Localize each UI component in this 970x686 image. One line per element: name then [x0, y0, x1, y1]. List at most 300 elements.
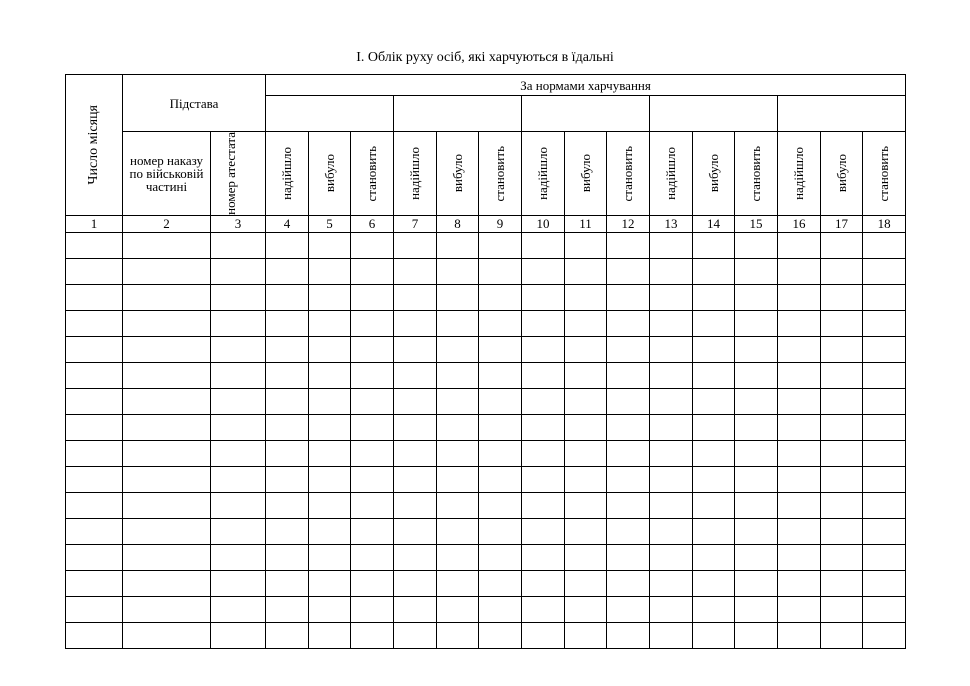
entry-cell[interactable]	[778, 284, 821, 310]
entry-cell[interactable]	[693, 544, 735, 570]
entry-cell[interactable]	[693, 414, 735, 440]
entry-cell[interactable]	[437, 466, 479, 492]
entry-cell[interactable]	[693, 336, 735, 362]
entry-cell[interactable]	[735, 414, 778, 440]
entry-cell[interactable]	[650, 466, 693, 492]
entry-cell[interactable]	[607, 414, 650, 440]
entry-cell[interactable]	[565, 544, 607, 570]
entry-cell[interactable]	[437, 622, 479, 648]
entry-cell[interactable]	[522, 284, 565, 310]
entry-cell[interactable]	[123, 414, 211, 440]
entry-cell[interactable]	[821, 336, 863, 362]
entry-cell[interactable]	[309, 362, 351, 388]
column-number-5: 5	[309, 215, 351, 232]
entry-cell[interactable]	[266, 362, 309, 388]
entry-cell[interactable]	[607, 310, 650, 336]
table-row	[66, 388, 906, 414]
entry-cell[interactable]	[123, 388, 211, 414]
entry-cell[interactable]	[437, 414, 479, 440]
entry-cell[interactable]	[693, 570, 735, 596]
entry-cell[interactable]	[607, 388, 650, 414]
entry-cell[interactable]	[565, 492, 607, 518]
entry-cell[interactable]	[309, 388, 351, 414]
entry-cell[interactable]	[309, 336, 351, 362]
entry-cell[interactable]	[650, 362, 693, 388]
entry-cell[interactable]	[522, 492, 565, 518]
entry-cell[interactable]	[394, 544, 437, 570]
entry-cell[interactable]	[821, 570, 863, 596]
entry-cell[interactable]	[309, 258, 351, 284]
entry-cell[interactable]	[863, 570, 906, 596]
entry-cell[interactable]	[266, 518, 309, 544]
entry-cell[interactable]	[479, 232, 522, 258]
entry-cell[interactable]	[211, 310, 266, 336]
entry-cell[interactable]	[693, 492, 735, 518]
entry-cell[interactable]	[123, 518, 211, 544]
entry-cell[interactable]	[66, 258, 123, 284]
entry-cell[interactable]	[123, 310, 211, 336]
entry-cell[interactable]	[66, 388, 123, 414]
entry-cell[interactable]	[522, 570, 565, 596]
entry-cell[interactable]	[266, 336, 309, 362]
entry-cell[interactable]	[66, 544, 123, 570]
column-number-3: 3	[211, 215, 266, 232]
entry-cell[interactable]	[863, 284, 906, 310]
entry-cell[interactable]	[394, 232, 437, 258]
entry-cell[interactable]	[863, 466, 906, 492]
entry-cell[interactable]	[211, 258, 266, 284]
entry-cell[interactable]	[66, 232, 123, 258]
entry-cell[interactable]	[123, 492, 211, 518]
entry-cell[interactable]	[565, 362, 607, 388]
entry-cell[interactable]	[123, 336, 211, 362]
entry-cell[interactable]	[693, 258, 735, 284]
entry-cell[interactable]	[607, 362, 650, 388]
entry-cell[interactable]	[266, 310, 309, 336]
entry-cell[interactable]	[522, 310, 565, 336]
entry-cell[interactable]	[66, 310, 123, 336]
entry-cell[interactable]	[351, 362, 394, 388]
entry-cell[interactable]	[211, 596, 266, 622]
entry-cell[interactable]	[66, 596, 123, 622]
entry-cell[interactable]	[821, 284, 863, 310]
entry-cell[interactable]	[123, 362, 211, 388]
entry-cell[interactable]	[735, 258, 778, 284]
entry-cell[interactable]	[778, 388, 821, 414]
entry-cell[interactable]	[351, 570, 394, 596]
entry-cell[interactable]	[650, 258, 693, 284]
entry-cell[interactable]	[211, 336, 266, 362]
entry-cell[interactable]	[479, 310, 522, 336]
entry-cell[interactable]	[778, 362, 821, 388]
entry-cell[interactable]	[211, 492, 266, 518]
entry-cell[interactable]	[778, 232, 821, 258]
entry-cell[interactable]	[211, 284, 266, 310]
entry-cell[interactable]	[650, 440, 693, 466]
entry-cell[interactable]	[351, 466, 394, 492]
entry-cell[interactable]	[735, 310, 778, 336]
entry-cell[interactable]	[522, 622, 565, 648]
entry-cell[interactable]	[123, 544, 211, 570]
entry-cell[interactable]	[522, 596, 565, 622]
entry-cell[interactable]	[123, 466, 211, 492]
entry-cell[interactable]	[821, 310, 863, 336]
entry-cell[interactable]	[522, 388, 565, 414]
entry-cell[interactable]	[522, 336, 565, 362]
entry-cell[interactable]	[522, 440, 565, 466]
entry-cell[interactable]	[565, 596, 607, 622]
entry-cell[interactable]	[479, 466, 522, 492]
entry-cell[interactable]	[437, 388, 479, 414]
entry-cell[interactable]	[266, 232, 309, 258]
entry-cell[interactable]	[211, 232, 266, 258]
entry-cell[interactable]	[437, 362, 479, 388]
entry-cell[interactable]	[66, 284, 123, 310]
column-number-11: 11	[565, 215, 607, 232]
entry-cell[interactable]	[693, 232, 735, 258]
entry-cell[interactable]	[394, 596, 437, 622]
entry-cell[interactable]	[693, 440, 735, 466]
entry-cell[interactable]	[351, 492, 394, 518]
entry-cell[interactable]	[650, 414, 693, 440]
entry-cell[interactable]	[778, 310, 821, 336]
entry-cell[interactable]	[607, 518, 650, 544]
entry-cell[interactable]	[479, 492, 522, 518]
entry-cell[interactable]	[351, 284, 394, 310]
entry-cell[interactable]	[863, 388, 906, 414]
entry-cell[interactable]	[863, 336, 906, 362]
entry-cell[interactable]	[821, 544, 863, 570]
entry-cell[interactable]	[607, 258, 650, 284]
entry-cell[interactable]	[394, 492, 437, 518]
entry-cell[interactable]	[565, 570, 607, 596]
entry-cell[interactable]	[309, 284, 351, 310]
entry-cell[interactable]	[394, 284, 437, 310]
entry-cell[interactable]	[394, 622, 437, 648]
entry-cell[interactable]	[693, 622, 735, 648]
entry-cell[interactable]	[735, 362, 778, 388]
entry-cell[interactable]	[863, 258, 906, 284]
entry-cell[interactable]	[565, 466, 607, 492]
entry-cell[interactable]	[479, 570, 522, 596]
entry-cell[interactable]	[693, 284, 735, 310]
entry-cell[interactable]	[607, 622, 650, 648]
entry-cell[interactable]	[693, 518, 735, 544]
entry-cell[interactable]	[351, 622, 394, 648]
entry-cell[interactable]	[735, 232, 778, 258]
entry-cell[interactable]	[522, 544, 565, 570]
entry-cell[interactable]	[479, 336, 522, 362]
entry-cell[interactable]	[394, 362, 437, 388]
entry-cell[interactable]	[437, 258, 479, 284]
entry-cell[interactable]	[778, 570, 821, 596]
entry-cell[interactable]	[66, 336, 123, 362]
entry-cell[interactable]	[437, 336, 479, 362]
entry-cell[interactable]	[394, 466, 437, 492]
entry-cell[interactable]	[821, 414, 863, 440]
entry-cell[interactable]	[565, 284, 607, 310]
entry-cell[interactable]	[394, 336, 437, 362]
entry-cell[interactable]	[123, 622, 211, 648]
entry-cell[interactable]	[565, 258, 607, 284]
entry-cell[interactable]	[522, 362, 565, 388]
entry-cell[interactable]	[565, 622, 607, 648]
entry-cell[interactable]	[479, 622, 522, 648]
entry-cell[interactable]	[565, 232, 607, 258]
entry-cell[interactable]	[863, 622, 906, 648]
entry-cell[interactable]	[437, 440, 479, 466]
entry-cell[interactable]	[693, 310, 735, 336]
entry-cell[interactable]	[650, 596, 693, 622]
entry-cell[interactable]	[437, 518, 479, 544]
entry-cell[interactable]	[735, 388, 778, 414]
entry-cell[interactable]	[266, 284, 309, 310]
entry-cell[interactable]	[211, 362, 266, 388]
entry-cell[interactable]	[266, 544, 309, 570]
entry-cell[interactable]	[650, 622, 693, 648]
entry-cell[interactable]	[821, 258, 863, 284]
entry-cell[interactable]	[522, 518, 565, 544]
header-departed-group-5: вибуло	[821, 132, 863, 216]
entry-cell[interactable]	[821, 492, 863, 518]
entry-cell[interactable]	[863, 440, 906, 466]
entry-cell[interactable]	[266, 258, 309, 284]
entry-cell[interactable]	[351, 414, 394, 440]
entry-cell[interactable]	[650, 310, 693, 336]
entry-cell[interactable]	[735, 622, 778, 648]
entry-cell[interactable]	[309, 232, 351, 258]
entry-cell[interactable]	[123, 440, 211, 466]
entry-cell[interactable]	[394, 258, 437, 284]
entry-cell[interactable]	[309, 518, 351, 544]
entry-cell[interactable]	[309, 414, 351, 440]
entry-cell[interactable]	[123, 232, 211, 258]
entry-cell[interactable]	[66, 440, 123, 466]
entry-cell[interactable]	[607, 466, 650, 492]
entry-cell[interactable]	[778, 466, 821, 492]
entry-cell[interactable]	[309, 492, 351, 518]
entry-cell[interactable]	[437, 544, 479, 570]
entry-cell[interactable]	[607, 596, 650, 622]
entry-cell[interactable]	[479, 362, 522, 388]
entry-cell[interactable]	[693, 596, 735, 622]
entry-cell[interactable]	[351, 544, 394, 570]
entry-cell[interactable]	[309, 622, 351, 648]
entry-cell[interactable]	[479, 544, 522, 570]
entry-cell[interactable]	[211, 622, 266, 648]
entry-cell[interactable]	[778, 622, 821, 648]
entry-cell[interactable]	[66, 492, 123, 518]
entry-cell[interactable]	[266, 440, 309, 466]
entry-cell[interactable]	[607, 336, 650, 362]
entry-cell[interactable]	[266, 596, 309, 622]
entry-cell[interactable]	[778, 258, 821, 284]
entry-cell[interactable]	[863, 414, 906, 440]
entry-cell[interactable]	[821, 232, 863, 258]
entry-cell[interactable]	[266, 622, 309, 648]
entry-cell[interactable]	[211, 414, 266, 440]
norm-group-4	[650, 96, 778, 132]
entry-cell[interactable]	[351, 518, 394, 544]
entry-cell[interactable]	[437, 492, 479, 518]
entry-cell[interactable]	[522, 466, 565, 492]
entry-cell[interactable]	[863, 310, 906, 336]
entry-cell[interactable]	[309, 544, 351, 570]
entry-cell[interactable]	[479, 284, 522, 310]
entry-cell[interactable]	[650, 232, 693, 258]
entry-cell[interactable]	[266, 466, 309, 492]
entry-cell[interactable]	[479, 388, 522, 414]
entry-cell[interactable]	[394, 518, 437, 544]
entry-cell[interactable]	[437, 284, 479, 310]
entry-cell[interactable]	[394, 310, 437, 336]
entry-cell[interactable]	[650, 492, 693, 518]
entry-cell[interactable]	[211, 440, 266, 466]
entry-cell[interactable]	[821, 362, 863, 388]
entry-cell[interactable]	[735, 336, 778, 362]
entry-cell[interactable]	[309, 570, 351, 596]
entry-cell[interactable]	[522, 232, 565, 258]
entry-cell[interactable]	[863, 544, 906, 570]
header-arrived-group-5: надійшло	[778, 132, 821, 216]
entry-cell[interactable]	[66, 622, 123, 648]
entry-cell[interactable]	[479, 258, 522, 284]
entry-cell[interactable]	[607, 544, 650, 570]
entry-cell[interactable]	[437, 232, 479, 258]
entry-cell[interactable]	[479, 518, 522, 544]
entry-cell[interactable]	[309, 596, 351, 622]
entry-cell[interactable]	[309, 310, 351, 336]
entry-cell[interactable]	[351, 232, 394, 258]
entry-cell[interactable]	[565, 440, 607, 466]
entry-cell[interactable]	[607, 440, 650, 466]
entry-cell[interactable]	[394, 440, 437, 466]
entry-cell[interactable]	[607, 232, 650, 258]
entry-cell[interactable]	[351, 440, 394, 466]
entry-cell[interactable]	[735, 518, 778, 544]
entry-cell[interactable]	[821, 440, 863, 466]
entry-cell[interactable]	[607, 284, 650, 310]
entry-cell[interactable]	[123, 258, 211, 284]
entry-cell[interactable]	[778, 544, 821, 570]
entry-cell[interactable]	[863, 518, 906, 544]
entry-cell[interactable]	[650, 284, 693, 310]
entry-cell[interactable]	[607, 570, 650, 596]
entry-cell[interactable]	[778, 414, 821, 440]
table-row	[66, 336, 906, 362]
entry-cell[interactable]	[394, 388, 437, 414]
entry-cell[interactable]	[693, 362, 735, 388]
entry-cell[interactable]	[693, 466, 735, 492]
entry-cell[interactable]	[821, 622, 863, 648]
entry-cell[interactable]	[735, 492, 778, 518]
entry-cell[interactable]	[479, 596, 522, 622]
entry-cell[interactable]	[821, 466, 863, 492]
entry-cell[interactable]	[522, 414, 565, 440]
entry-cell[interactable]	[565, 336, 607, 362]
entry-cell[interactable]	[735, 284, 778, 310]
entry-cell[interactable]	[66, 362, 123, 388]
entry-cell[interactable]	[565, 310, 607, 336]
entry-cell[interactable]	[735, 570, 778, 596]
entry-cell[interactable]	[479, 414, 522, 440]
entry-cell[interactable]	[351, 336, 394, 362]
entry-cell[interactable]	[821, 518, 863, 544]
entry-cell[interactable]	[266, 492, 309, 518]
entry-cell[interactable]	[863, 492, 906, 518]
entry-cell[interactable]	[565, 388, 607, 414]
entry-cell[interactable]	[863, 596, 906, 622]
entry-cell[interactable]	[437, 596, 479, 622]
entry-cell[interactable]	[778, 596, 821, 622]
entry-cell[interactable]	[650, 336, 693, 362]
entry-cell[interactable]	[309, 440, 351, 466]
entry-cell[interactable]	[211, 570, 266, 596]
entry-cell[interactable]	[437, 310, 479, 336]
entry-cell[interactable]	[778, 518, 821, 544]
entry-cell[interactable]	[650, 544, 693, 570]
table-row	[66, 466, 906, 492]
entry-cell[interactable]	[211, 466, 266, 492]
entry-cell[interactable]	[394, 414, 437, 440]
entry-cell[interactable]	[522, 258, 565, 284]
entry-cell[interactable]	[351, 258, 394, 284]
entry-cell[interactable]	[479, 440, 522, 466]
entry-cell[interactable]	[266, 388, 309, 414]
entry-cell[interactable]	[607, 492, 650, 518]
entry-cell[interactable]	[66, 570, 123, 596]
entry-cell[interactable]	[66, 414, 123, 440]
entry-cell[interactable]	[735, 596, 778, 622]
entry-cell[interactable]	[735, 440, 778, 466]
entry-cell[interactable]	[565, 414, 607, 440]
entry-cell[interactable]	[650, 570, 693, 596]
entry-cell[interactable]	[650, 518, 693, 544]
entry-cell[interactable]	[693, 388, 735, 414]
entry-cell[interactable]	[650, 388, 693, 414]
entry-cell[interactable]	[211, 518, 266, 544]
entry-cell[interactable]	[211, 388, 266, 414]
entry-cell[interactable]	[351, 596, 394, 622]
entry-cell[interactable]	[735, 544, 778, 570]
entry-cell[interactable]	[266, 414, 309, 440]
entry-cell[interactable]	[123, 284, 211, 310]
entry-cell[interactable]	[778, 440, 821, 466]
header-certificate-number: номер атестата	[211, 132, 266, 216]
header-total-group-1: становить	[351, 132, 394, 216]
entry-cell[interactable]	[351, 388, 394, 414]
norm-group-5	[778, 96, 906, 132]
entry-cell[interactable]	[66, 466, 123, 492]
entry-cell[interactable]	[211, 544, 266, 570]
entry-cell[interactable]	[778, 492, 821, 518]
entry-cell[interactable]	[821, 596, 863, 622]
entry-cell[interactable]	[735, 466, 778, 492]
entry-cell[interactable]	[863, 232, 906, 258]
entry-cell[interactable]	[309, 466, 351, 492]
entry-cell[interactable]	[821, 388, 863, 414]
entry-cell[interactable]	[351, 310, 394, 336]
entry-cell[interactable]	[394, 570, 437, 596]
entry-cell[interactable]	[437, 570, 479, 596]
entry-cell[interactable]	[266, 570, 309, 596]
entry-cell[interactable]	[123, 596, 211, 622]
entry-cell[interactable]	[123, 570, 211, 596]
entry-cell[interactable]	[778, 336, 821, 362]
entry-cell[interactable]	[565, 518, 607, 544]
entry-cell[interactable]	[66, 518, 123, 544]
entry-cell[interactable]	[863, 362, 906, 388]
